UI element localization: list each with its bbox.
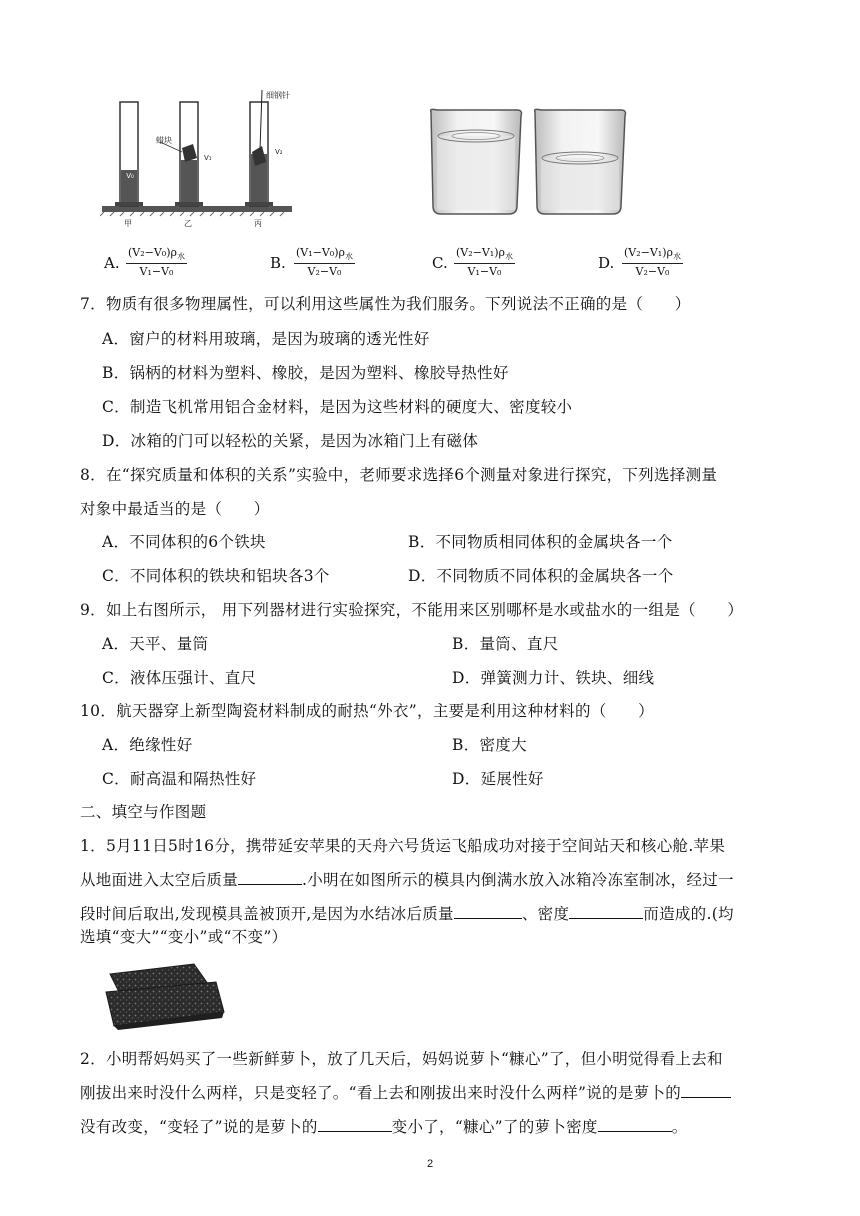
beakers-figure <box>425 106 635 218</box>
q8-stem-line2: 对象中最适当的是（ ） <box>80 500 270 518</box>
q8-option-a: A．不同体积的6个铁块 <box>102 533 266 551</box>
fill1-line4: 选填“变大”“变小”或“不变”） <box>80 928 288 946</box>
page-number: 2 <box>426 1158 434 1170</box>
q9-stem: 9．如上右图所示， 用下列器材进行实验探究，不能用来区别哪杯是水或盐水的一组是（ ） <box>80 601 744 619</box>
q9-option-a: A．天平、量筒 <box>102 635 209 653</box>
fraction: $(V_2-V_1)\rho_水$ V₂−V₀ <box>624 246 681 279</box>
q7-option-b: B．锅柄的材料为塑料、橡胶，是因为塑料、橡胶导热性好 <box>102 364 509 382</box>
svg-text:V₂: V₂ <box>275 148 283 156</box>
fraction: $(V_2-V_0)\rho_水$ V₁−V₀ <box>128 246 185 279</box>
fraction: $(V_2-V_1)\rho_水$ V₁−V₀ <box>456 246 513 279</box>
answer-blank[interactable] <box>598 1117 672 1132</box>
q8-option-d: D．不同物质不同体积的金属块各一个 <box>408 567 674 585</box>
svg-text:丙: 丙 <box>254 219 262 228</box>
q9-option-d: D．弹簧测力计、铁块、细线 <box>452 669 655 687</box>
q7-option-a: A．窗户的材料用玻璃，是因为玻璃的透光性好 <box>102 330 430 348</box>
svg-text:蜡块: 蜡块 <box>156 136 172 145</box>
svg-text:细钢针: 细钢针 <box>266 91 290 100</box>
q7-option-c: C．制造飞机常用铝合金材料，是因为这些材料的硬度大、密度较小 <box>102 398 573 416</box>
fill1-line2: 从地面进入太空后质量 .小明在如图所示的模具内倒满水放入冰箱冷冻室制冰，经过一 <box>80 871 734 889</box>
q7-stem: 7．物质有很多物理属性，可以利用这些属性为我们服务。下列说法不正确的是（ ） <box>80 295 691 313</box>
answer-blank[interactable] <box>238 870 302 885</box>
fill2-line2: 刚拔出来时没什么两样，只是变轻了。“看上去和刚拔出来时没什么两样”说的是萝卜的 <box>80 1081 731 1103</box>
fill2-line3: 没有改变，“变轻了”说的是萝卜的 变小了，“糠心”了的萝卜密度 。 <box>80 1118 688 1136</box>
answer-blank[interactable] <box>681 1083 731 1098</box>
q10-option-b: B．密度大 <box>452 736 527 754</box>
cylinder-figure <box>100 88 300 230</box>
fraction: $(V_1-V_0)\rho_水$ V₂−V₀ <box>296 246 353 279</box>
option-letter: B. <box>270 254 286 272</box>
svg-text:V₁: V₁ <box>204 154 212 162</box>
q9-option-c: C．液体压强计、直尺 <box>102 669 257 687</box>
q10-stem: 10．航天器穿上新型陶瓷材料制成的耐热“外衣”，主要是利用这种材料的（ ） <box>80 702 654 720</box>
answer-blank[interactable] <box>454 904 522 919</box>
answer-blank[interactable] <box>569 904 643 919</box>
ice-mold-image <box>104 960 226 1030</box>
svg-text:乙: 乙 <box>184 219 192 228</box>
option-letter: A. <box>104 254 120 272</box>
q10-option-a: A．绝缘性好 <box>102 736 193 754</box>
q10-option-d: D．延展性好 <box>452 770 544 788</box>
svg-text:V₀: V₀ <box>126 172 134 180</box>
section-heading: 二、填空与作图题 <box>80 803 207 821</box>
fill2-line1: 2．小明帮妈妈买了一些新鲜萝卜，放了几天后，妈妈说萝卜“糠心”了，但小明觉得看上去和 <box>80 1050 723 1068</box>
q8-option-c: C．不同体积的铁块和铝块各3个 <box>102 567 330 585</box>
svg-text:甲: 甲 <box>124 219 132 228</box>
q10-option-c: C．耐高温和隔热性好 <box>102 770 257 788</box>
q9-option-b: B．量筒、直尺 <box>452 635 559 653</box>
q7-option-d: D．冰箱的门可以轻松的关紧，是因为冰箱门上有磁体 <box>102 432 479 450</box>
q8-stem-line1: 8．在“探究质量和体积的关系”实验中，老师要求选择6个测量对象进行探究，下列选择测量 <box>80 466 718 484</box>
option-letter: C. <box>432 254 448 272</box>
fill1-line1: 1．5月11日5时16分，携带延安苹果的天舟六号货运飞船成功对接于空间站天和核心舱.苹果 <box>80 837 726 855</box>
q8-option-b: B．不同物质相同体积的金属块各一个 <box>408 533 673 551</box>
answer-blank[interactable] <box>318 1117 392 1132</box>
fill1-line3: 段时间后取出,发现模具盖被顶开,是因为水结冰后质量 、密度 而造成的.(均 <box>80 905 734 923</box>
option-letter: D. <box>598 254 615 272</box>
